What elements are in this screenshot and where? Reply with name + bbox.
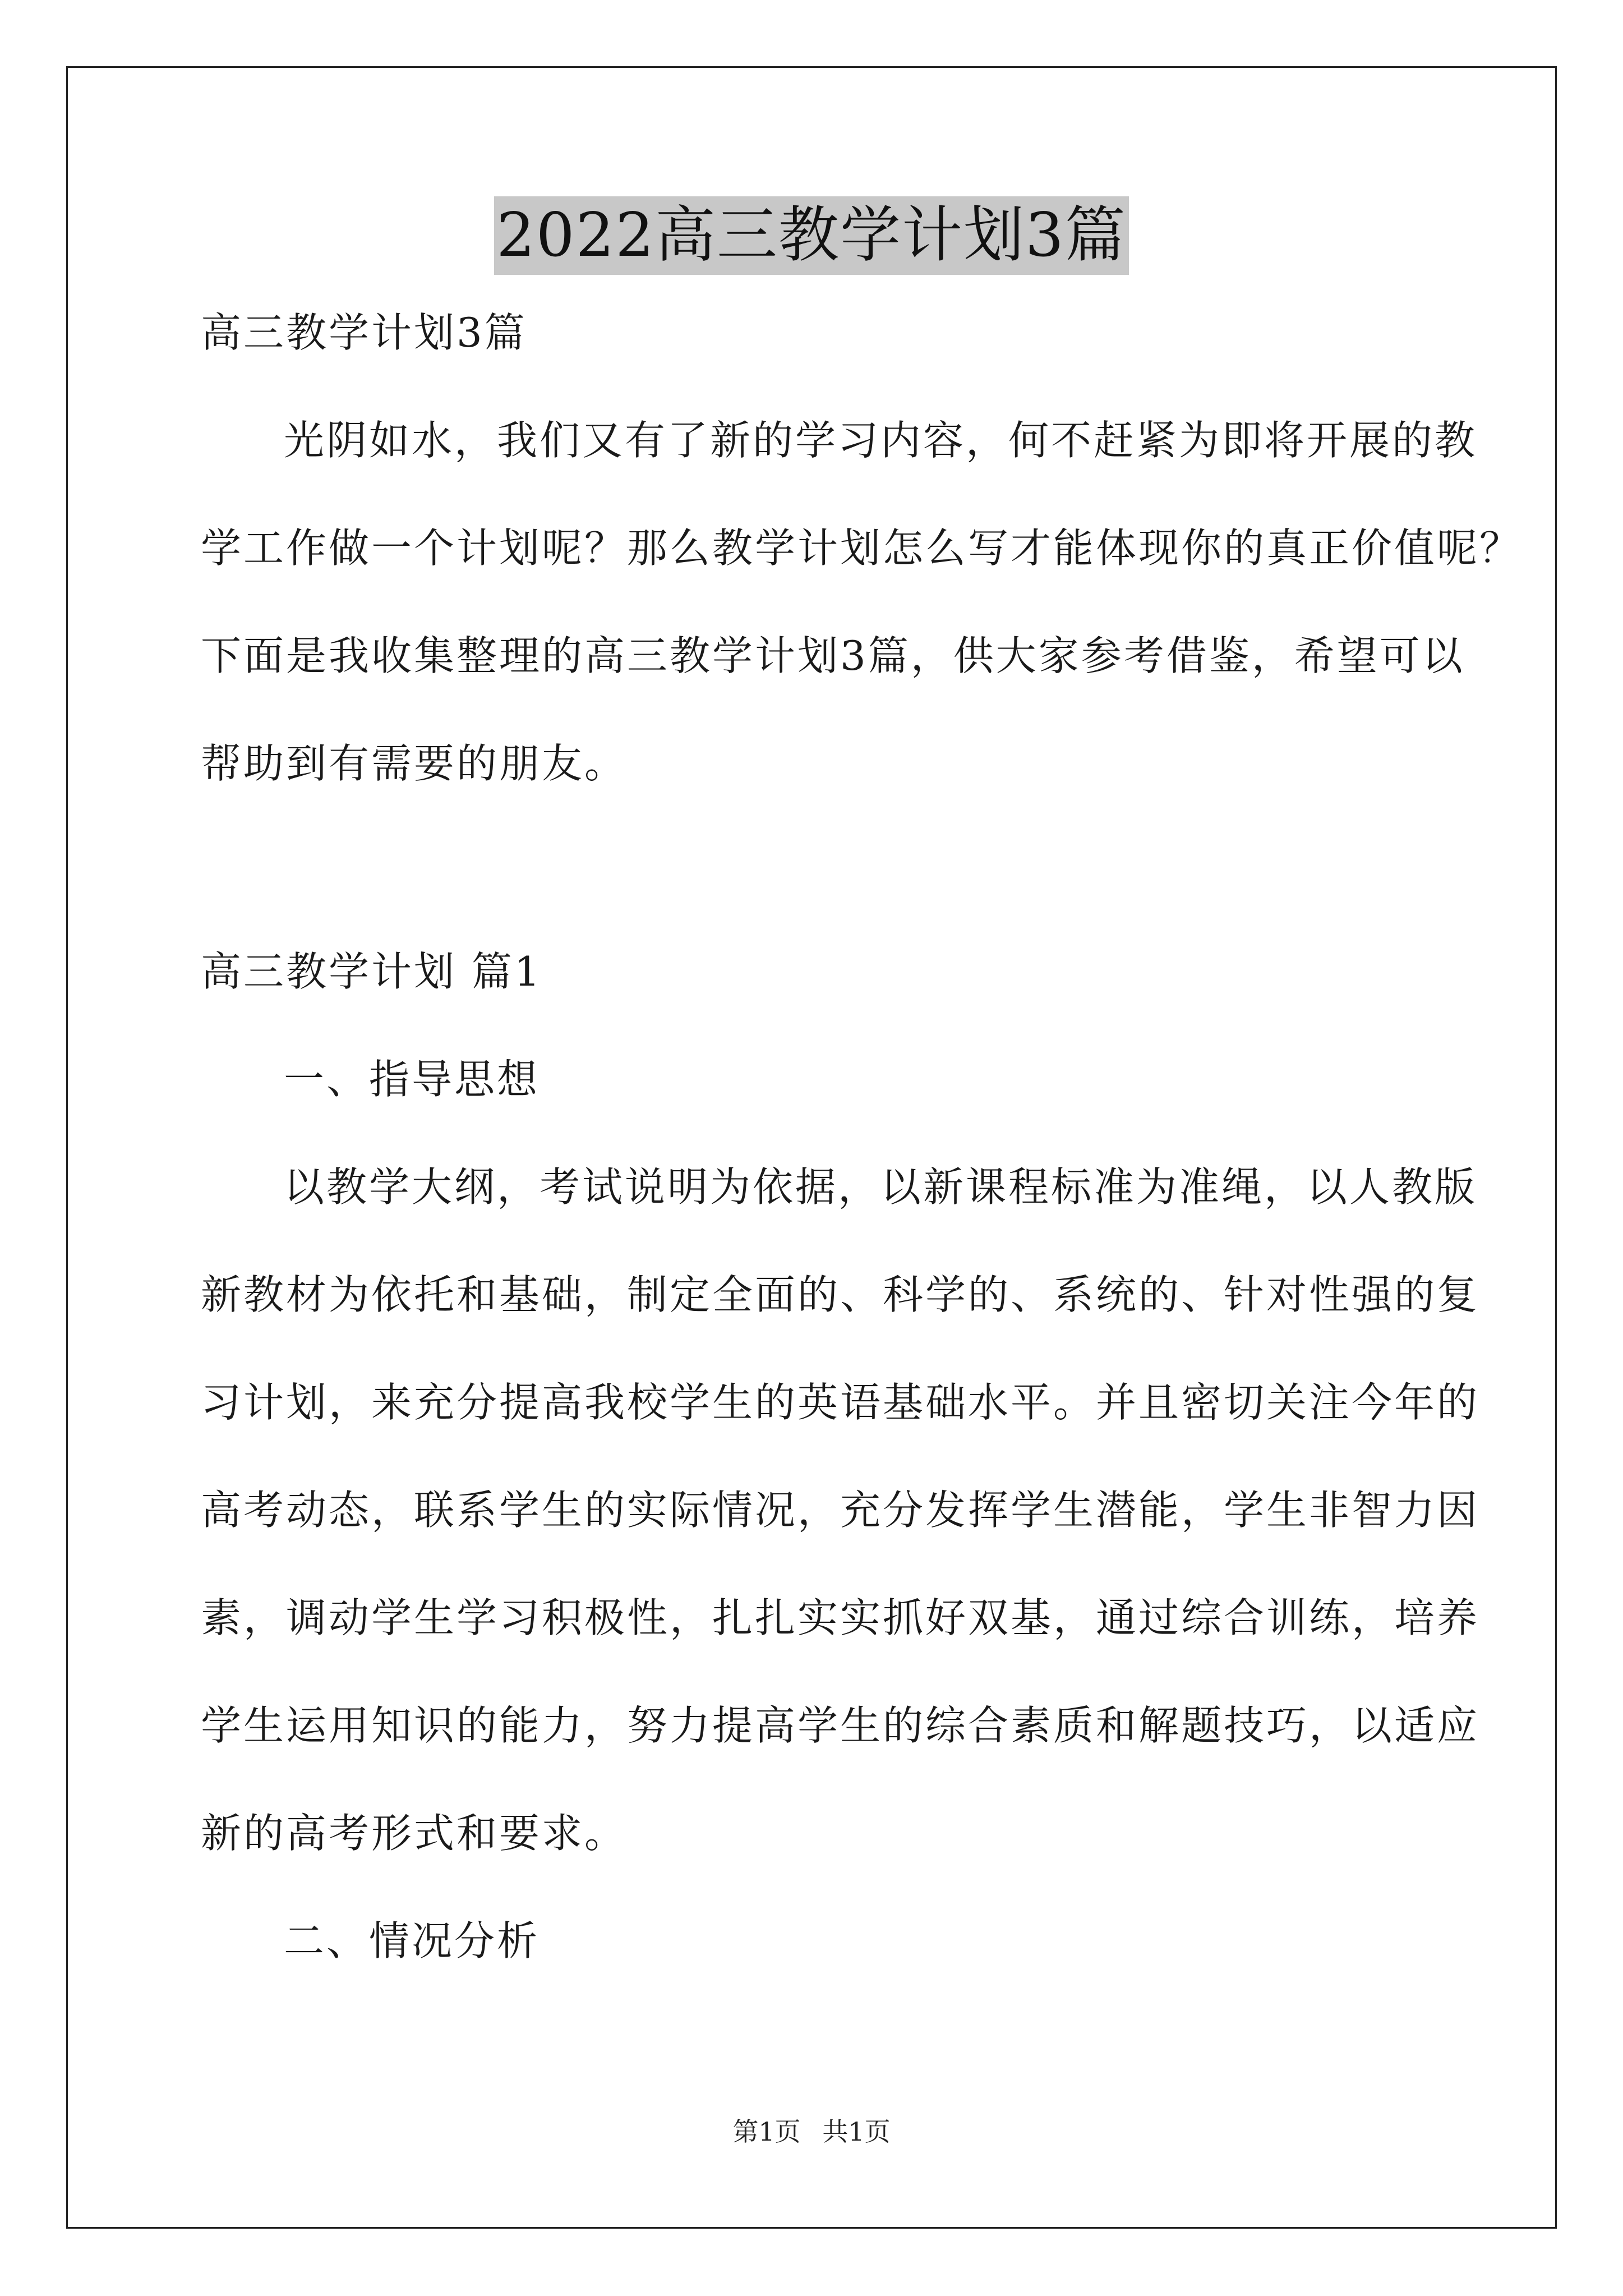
body-line: 高考动态，联系学生的实际情况，充分发挥学生潜能，学生非智力因 (201, 1487, 1480, 1534)
intro-line: 下面是我收集整理的高三教学计划3篇，供大家参考借鉴，希望可以 (201, 632, 1465, 679)
body-line: 新的高考形式和要求。 (201, 1810, 628, 1857)
body-line: 素，调动学生学习积极性，扎扎实实抓好双基，通过综合训练，培养 (201, 1594, 1480, 1641)
body-line: 学生运用知识的能力，努力提高学生的综合素质和解题技巧，以适应 (201, 1702, 1480, 1749)
body-paragraph (201, 1160, 1480, 1860)
section-heading: 高三教学计划 篇1 (201, 948, 542, 995)
body-line: 以教学大纲，考试说明为依据，以新课程标准为准绳，以人教版 (284, 1163, 1478, 1211)
page-number-total: 共1页 (822, 2116, 891, 2147)
heading-situation-analysis: 二、情况分析 (284, 1917, 540, 1964)
page-number-current: 第1页 (732, 2116, 801, 2147)
document-title: 2022高三教学计划3篇 (494, 196, 1129, 275)
body-line: 新教材为依托和基础，制定全面的、科学的、系统的、针对性强的复 (201, 1271, 1480, 1318)
title-container (0, 196, 1623, 275)
intro-line: 光阴如水，我们又有了新的学习内容，何不赶紧为即将开展的教 (284, 417, 1478, 464)
heading-guiding-principles: 一、指导思想 (284, 1056, 540, 1103)
intro-line: 帮助到有需要的朋友。 (201, 740, 628, 787)
document-body (201, 306, 1523, 1968)
intro-line: 学工作做一个计划呢？那么教学计划怎么写才能体现你的真正价值呢？ (201, 524, 1523, 572)
page-footer (0, 2115, 1623, 2148)
body-line: 习计划，来充分提高我校学生的英语基础水平。并且密切关注今年的 (201, 1379, 1480, 1426)
intro-paragraph (201, 413, 1523, 790)
document-subtitle: 高三教学计划3篇 (201, 309, 527, 356)
